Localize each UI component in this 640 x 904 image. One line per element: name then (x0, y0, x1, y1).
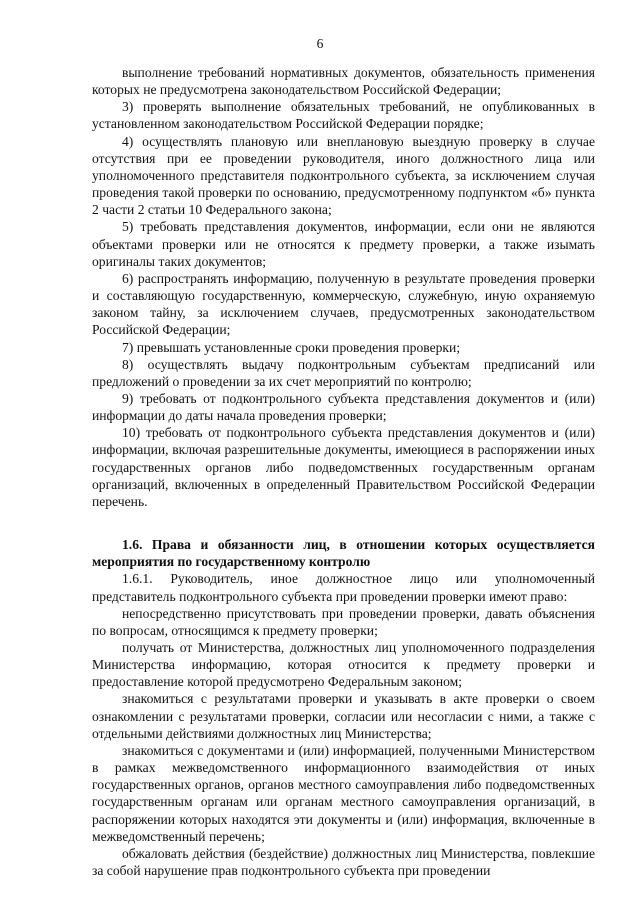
paragraph-continuation: выполнение требований нормативных документов, обязательность применения которых не предусмотрена законодательством Российской Федерации; (92, 65, 595, 98)
list-item-3: 3) проверять выполнение обязательных требований, не опубликованных в установленном законодательством Российской Федерации порядке; (92, 99, 595, 132)
list-item-6: 6) распространять информацию, полученную в результате проведения проверки и составляющую государственную, коммерческую, служебную, иную охраняемую законом тайну, за исключением случаев, предусмотренных законодательством Российской Федерации; (92, 270, 595, 338)
page-number: 6 (316, 36, 324, 51)
section-heading: 1.6. Права и обязанности лиц, в отношении которых осуществляется мероприятия по государственному контролю (92, 537, 595, 570)
list-item-4: 4) осуществлять плановую или внеплановую выездную проверку в случае отсутствия при ее проведении руководителя, иного должностного лица или уполномоченного представителя подконтрольного субъекта, за исключением случая проведения такой проверки по основанию, предусмотренному подпунктом «б» пункта 2 части 2 статьи 10 Федерального закона; (92, 133, 595, 218)
paragraph-rights-intro: 1.6.1. Руководитель, иное должностное лицо или уполномоченный представитель подконтрольного субъекта при проведении проверки имеют право: (92, 571, 595, 604)
list-item-5: 5) требовать представления документов, информации, если они не являются объектами проверки или не относятся к предмету проверки, а также изымать оригиналы таких документов; (92, 219, 595, 269)
list-item-9: 9) требовать от подконтрольного субъекта представления документов и (или) информации до даты начала проведения проверки; (92, 390, 595, 424)
list-item-10: 10) требовать от подконтрольного субъекта представления документов и (или) информации, включая разрешительные документы, имеющиеся в распоряжении иных государственных органов либо подведомственных государственным органам организаций, включенных в определенный Правительством Российской Федерации перечень. (92, 425, 595, 509)
paragraph-right-appeal: обжаловать действия (бездействие) должностных лиц Министерства, повлекшие за собой нарушение прав подконтрольного субъекта при проведении (92, 845, 595, 879)
list-item-7: 7) превышать установленные сроки проведения проверки; (122, 339, 461, 355)
paragraph-right-review-documents: знакомиться с документами и (или) информацией, полученными Министерством в рамках межведомственного информационного взаимодействия от иных государственных органов, органов местного самоуправления либо подведомственных государственным органам или органам местного самоуправления организаций, в распоряжении которых находятся эти документы и (или) информация, включенные в межведомственный перечень; (92, 742, 595, 844)
list-item-8: 8) осуществлять выдачу подконтрольным субъектам предписаний или предложений о проведении за их счет мероприятий по контролю; (92, 356, 595, 389)
paragraph-right-receive: получать от Министерства, должностных лиц уполномоченного подразделения Министерства информацию, которая относится к предмету проверки и предоставление которой предусмотрено Федеральным законом; (92, 640, 595, 690)
paragraph-right-review-results: знакомиться с результатами проверки и указывать в акте проверки о своем ознакомлении с результатами проверки, согласии или несогласии с ними, а также с отдельными действиями должностных лиц Министерства; (92, 691, 595, 741)
document-body (92, 64, 595, 879)
paragraph-right-attend: непосредственно присутствовать при проведении проверки, давать объяснения по вопросам, относящимся к предмету проверки; (92, 605, 595, 638)
